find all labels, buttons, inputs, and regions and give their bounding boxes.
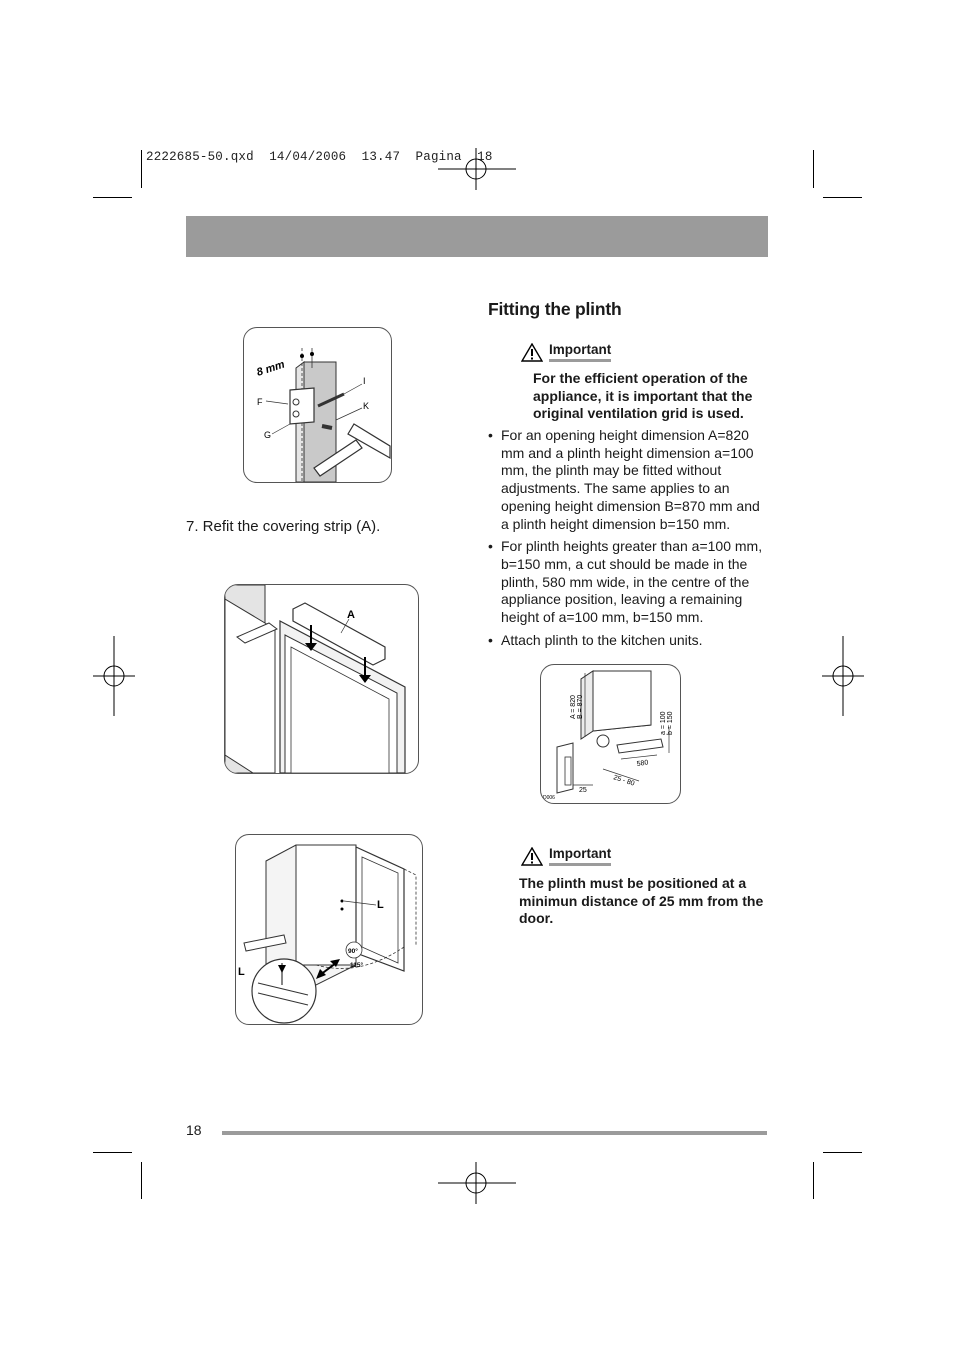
crop-mark bbox=[141, 150, 142, 188]
warning-triangle-icon bbox=[521, 343, 543, 362]
fig2-label-a: A bbox=[347, 609, 355, 621]
dimension-8mm: 8 mm bbox=[255, 358, 287, 379]
figure-code: D006 bbox=[543, 795, 555, 801]
important-label-1: Important bbox=[549, 342, 611, 362]
footer-rule bbox=[222, 1131, 767, 1135]
figure-covering-strip bbox=[224, 584, 419, 774]
page-number: 18 bbox=[186, 1122, 202, 1138]
registration-mark-top bbox=[438, 148, 518, 190]
list-item bbox=[488, 632, 770, 650]
crop-mark bbox=[813, 1162, 814, 1199]
figure-plinth-dimensions bbox=[540, 664, 681, 804]
fig1-label-g: G bbox=[264, 430, 272, 440]
warning-triangle-icon bbox=[521, 847, 543, 866]
important-text-1: For the efficient operation of the appliance, it is important that the original ventilation grid is used. bbox=[533, 370, 753, 422]
crop-mark bbox=[823, 197, 862, 198]
fig3-label-l-top: L bbox=[377, 899, 384, 911]
dim-small-b-150: b = 150 bbox=[667, 711, 674, 735]
angle-115: 115° bbox=[350, 962, 364, 969]
crop-mark bbox=[93, 197, 132, 198]
dim-25-80: 25 - 80 bbox=[612, 774, 636, 788]
fig1-label-f: F bbox=[257, 397, 263, 407]
header-band bbox=[186, 216, 768, 257]
important-heading-1 bbox=[521, 342, 771, 362]
print-slug: 2222685-50.qxd 14/04/2006 13.47 Pagina 18 bbox=[146, 150, 493, 164]
list-item bbox=[488, 427, 770, 533]
dim-580: 580 bbox=[636, 759, 649, 768]
registration-mark-right bbox=[822, 636, 864, 716]
dim-25: 25 bbox=[579, 787, 587, 794]
dim-small-a-100: a = 100 bbox=[660, 711, 667, 735]
bullet-text: For plinth heights greater than a=100 mm, b=150 mm, a cut should be made in the plinth, 580 mm wide, in the centre of the appliance position, leaving a remaining height of a=100 mm, b=150 mm. bbox=[501, 538, 763, 626]
registration-mark-left bbox=[93, 636, 135, 716]
important-heading-2 bbox=[521, 846, 771, 866]
bullet-dot: • bbox=[488, 538, 493, 555]
section-title: Fitting the plinth bbox=[488, 299, 622, 319]
important-block-1 bbox=[521, 342, 771, 362]
crop-mark bbox=[141, 1162, 142, 1199]
bullet-text: For an opening height dimension A=820 mm and a plinth height dimension a=100 mm, the plinth may be fitted without adjustments. The same applies to an opening height dimension B=870 mm and a plinth height dimension b=150 mm. bbox=[501, 427, 760, 532]
bullet-dot: • bbox=[488, 631, 493, 648]
list-item bbox=[488, 538, 770, 627]
step-7-caption: 7. Refit the covering strip (A). bbox=[186, 518, 381, 535]
figure-door-opening bbox=[235, 834, 423, 1025]
dim-b-870: B = 870 bbox=[577, 694, 584, 719]
fig1-label-i: I bbox=[363, 376, 366, 386]
bullet-list bbox=[488, 427, 770, 654]
angle-90: 90° bbox=[348, 948, 358, 955]
crop-mark bbox=[93, 1152, 132, 1153]
bullet-dot: • bbox=[488, 427, 493, 443]
important-block-2 bbox=[521, 846, 771, 866]
registration-mark-bottom bbox=[438, 1162, 518, 1204]
dim-a-820: A = 820 bbox=[570, 695, 577, 719]
figure-hinge-bracket bbox=[243, 327, 392, 483]
bullet-text: Attach plinth to the kitchen units. bbox=[501, 631, 703, 648]
fig1-label-k: K bbox=[363, 401, 370, 411]
fig3-label-l-bottom: L bbox=[238, 966, 245, 978]
important-label-2: Important bbox=[549, 846, 611, 866]
crop-mark bbox=[823, 1152, 862, 1153]
important-text-2: The plinth must be positioned at a minimun distance of 25 mm from the door. bbox=[519, 875, 764, 927]
crop-mark bbox=[813, 150, 814, 188]
